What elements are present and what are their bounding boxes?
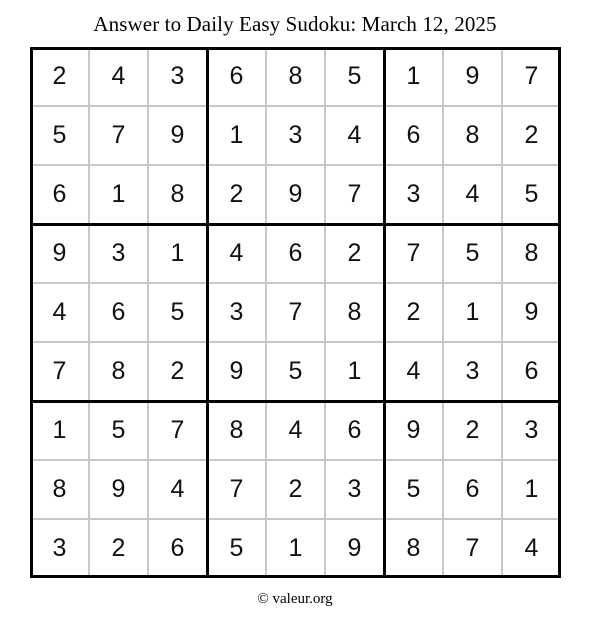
sudoku-cell: 7 bbox=[52, 357, 67, 385]
sudoku-cell: 1 bbox=[111, 180, 126, 208]
sudoku-cell: 8 bbox=[347, 298, 362, 326]
sudoku-cell: 5 bbox=[288, 357, 303, 385]
sudoku-cell: 3 bbox=[111, 239, 126, 267]
sudoku-cell: 6 bbox=[465, 475, 480, 503]
sudoku-cell: 6 bbox=[111, 298, 126, 326]
sudoku-cell: 9 bbox=[52, 239, 67, 267]
sudoku-cell: 1 bbox=[465, 298, 480, 326]
sudoku-cell: 3 bbox=[288, 121, 303, 149]
sudoku-cell: 5 bbox=[347, 62, 362, 90]
sudoku-cell: 9 bbox=[170, 121, 185, 149]
sudoku-cell: 5 bbox=[229, 534, 244, 562]
sudoku-cell: 7 bbox=[170, 416, 185, 444]
sudoku-cell: 6 bbox=[52, 180, 67, 208]
sudoku-cell: 5 bbox=[465, 239, 480, 267]
sudoku-cell: 9 bbox=[288, 180, 303, 208]
sudoku-cell: 5 bbox=[52, 121, 67, 149]
sudoku-cell: 9 bbox=[111, 475, 126, 503]
sudoku-cell: 1 bbox=[52, 416, 67, 444]
sudoku-cell: 6 bbox=[524, 357, 539, 385]
sudoku-cell: 3 bbox=[524, 416, 539, 444]
sudoku-cell: 4 bbox=[111, 62, 126, 90]
sudoku-cell: 7 bbox=[406, 239, 421, 267]
sudoku-cell: 4 bbox=[465, 180, 480, 208]
sudoku-cell: 1 bbox=[406, 62, 421, 90]
sudoku-cell: 2 bbox=[52, 62, 67, 90]
sudoku-cell: 7 bbox=[347, 180, 362, 208]
sudoku-cell: 8 bbox=[170, 180, 185, 208]
sudoku-cell: 7 bbox=[229, 475, 244, 503]
sudoku-cell: 7 bbox=[111, 121, 126, 149]
sudoku-cell: 8 bbox=[465, 121, 480, 149]
sudoku-cell: 7 bbox=[288, 298, 303, 326]
sudoku-cell: 5 bbox=[111, 416, 126, 444]
sudoku-cell: 8 bbox=[524, 239, 539, 267]
sudoku-cell: 3 bbox=[52, 534, 67, 562]
sudoku-cell: 6 bbox=[406, 121, 421, 149]
sudoku-cell: 9 bbox=[347, 534, 362, 562]
sudoku-cell: 1 bbox=[524, 475, 539, 503]
sudoku-cell: 3 bbox=[406, 180, 421, 208]
sudoku-cell: 3 bbox=[229, 298, 244, 326]
sudoku-cell: 1 bbox=[229, 121, 244, 149]
sudoku-cell: 8 bbox=[229, 416, 244, 444]
sudoku-cell: 9 bbox=[406, 416, 421, 444]
sudoku-cell: 4 bbox=[347, 121, 362, 149]
sudoku-cell: 2 bbox=[111, 534, 126, 562]
sudoku-cell: 8 bbox=[406, 534, 421, 562]
sudoku-cell: 5 bbox=[524, 180, 539, 208]
sudoku-cell: 1 bbox=[170, 239, 185, 267]
sudoku-cell: 9 bbox=[524, 298, 539, 326]
sudoku-grid bbox=[30, 47, 561, 578]
sudoku-cell: 4 bbox=[288, 416, 303, 444]
sudoku-cell: 8 bbox=[52, 475, 67, 503]
sudoku-cell: 3 bbox=[465, 357, 480, 385]
sudoku-cell: 4 bbox=[524, 534, 539, 562]
sudoku-cell: 4 bbox=[406, 357, 421, 385]
sudoku-cell: 6 bbox=[170, 534, 185, 562]
sudoku-cell: 2 bbox=[406, 298, 421, 326]
sudoku-cell: 1 bbox=[288, 534, 303, 562]
sudoku-cell: 4 bbox=[170, 475, 185, 503]
sudoku-cell: 8 bbox=[288, 62, 303, 90]
copyright-footer: © valeur.org bbox=[257, 591, 333, 607]
sudoku-cell: 7 bbox=[465, 534, 480, 562]
sudoku-cell: 9 bbox=[465, 62, 480, 90]
sudoku-cell: 1 bbox=[347, 357, 362, 385]
sudoku-cell: 2 bbox=[347, 239, 362, 267]
sudoku-cell: 5 bbox=[170, 298, 185, 326]
sudoku-cell: 9 bbox=[229, 357, 244, 385]
sudoku-cell: 3 bbox=[347, 475, 362, 503]
sudoku-cell: 4 bbox=[52, 298, 67, 326]
sudoku-cell: 2 bbox=[170, 357, 185, 385]
sudoku-cell: 5 bbox=[406, 475, 421, 503]
sudoku-cell: 6 bbox=[288, 239, 303, 267]
sudoku-cell: 6 bbox=[347, 416, 362, 444]
sudoku-cell: 4 bbox=[229, 239, 244, 267]
sudoku-cell: 2 bbox=[229, 180, 244, 208]
sudoku-cell: 6 bbox=[229, 62, 244, 90]
sudoku-cell: 2 bbox=[524, 121, 539, 149]
sudoku-cell: 2 bbox=[465, 416, 480, 444]
sudoku-cell: 7 bbox=[524, 62, 539, 90]
sudoku-cell: 3 bbox=[170, 62, 185, 90]
sudoku-cell: 2 bbox=[288, 475, 303, 503]
sudoku-cell: 8 bbox=[111, 357, 126, 385]
page-title: Answer to Daily Easy Sudoku: March 12, 2025 bbox=[93, 12, 497, 36]
